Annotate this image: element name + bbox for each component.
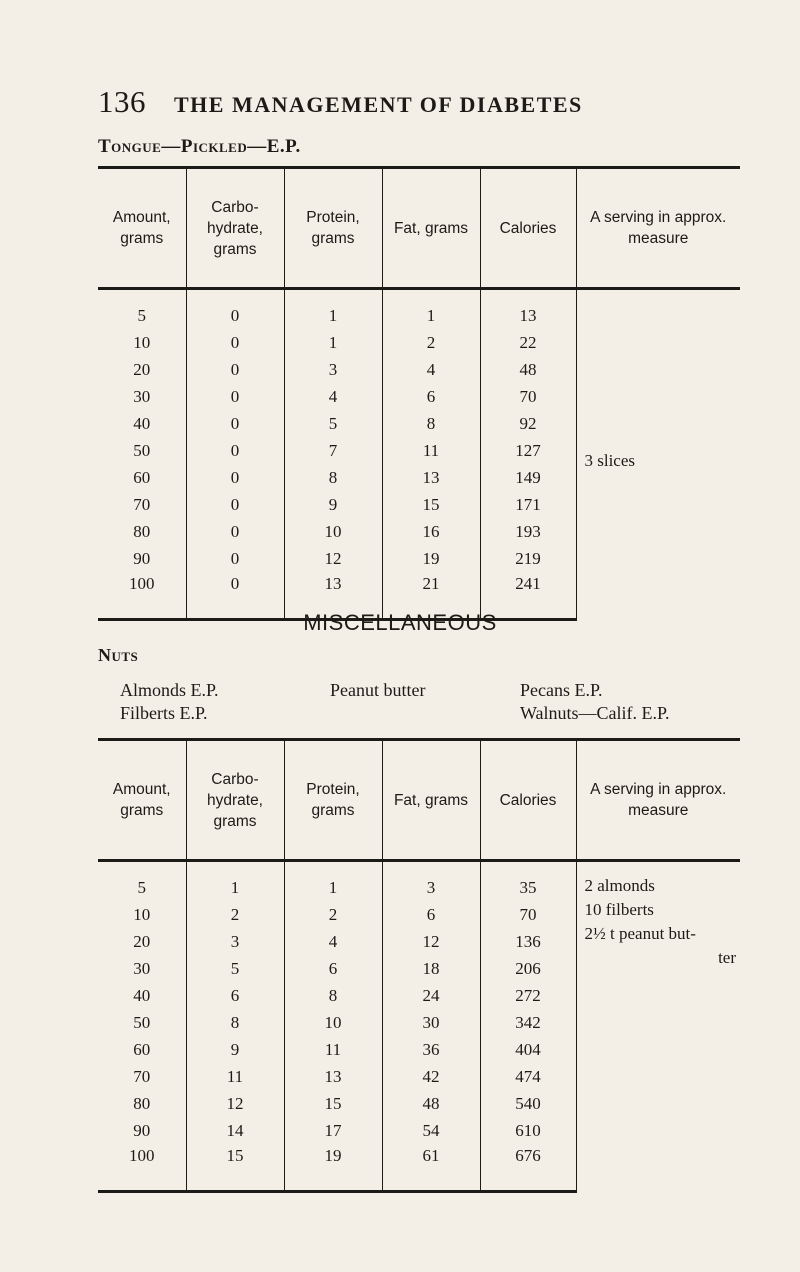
serving-cell <box>576 289 740 620</box>
table-cell: 15 <box>382 491 480 518</box>
table-cell: 90 <box>133 548 151 568</box>
table-cell: 342 <box>480 1009 576 1036</box>
column-header: Fat, grams <box>382 740 480 861</box>
nut-item-peanut-butter: Peanut butter <box>330 680 426 700</box>
table-cell: 30 <box>133 386 151 406</box>
table-cell: 60 <box>133 1039 151 1059</box>
table-cell: 2 <box>382 329 480 356</box>
table-cell: 50 <box>133 1012 151 1032</box>
table-cell: 36 <box>382 1036 480 1063</box>
table-cell: 0 <box>186 410 284 437</box>
table-cell: 13 <box>284 572 382 620</box>
table-cell: 11 <box>186 1063 284 1090</box>
table-cell: 70 <box>133 1066 151 1086</box>
column-header: Carbo-hydrate, grams <box>186 740 284 861</box>
nuts-heading: Nuts <box>98 645 139 665</box>
table-cell: 80 <box>133 1093 151 1113</box>
table-cell: 5 <box>137 305 146 325</box>
table-cell: 241 <box>480 572 576 620</box>
table-cell: 30 <box>382 1009 480 1036</box>
table-cell: 15 <box>284 1090 382 1117</box>
table-cell: 20 <box>133 931 151 951</box>
table-cell: 8 <box>284 464 382 491</box>
column-header: Carbo-hydrate, grams <box>186 168 284 289</box>
table-cell: 60 <box>133 467 151 487</box>
serving-line: 10 filberts <box>584 900 654 919</box>
table-cell: 127 <box>480 437 576 464</box>
table-cell: 474 <box>480 1063 576 1090</box>
table-cell: 15 <box>186 1144 284 1192</box>
table-cell: 21 <box>382 572 480 620</box>
table-cell: 20 <box>133 359 151 379</box>
table-cell: 5 <box>186 955 284 982</box>
page-header <box>98 84 738 124</box>
column-header: Calories <box>480 740 576 861</box>
table-cell: 80 <box>133 521 151 541</box>
table-cell: 193 <box>480 518 576 545</box>
table-cell: 13 <box>284 1063 382 1090</box>
column-header: A serving in approx. measure <box>576 168 740 289</box>
column-header: Amount, grams <box>98 740 186 861</box>
table-cell: 1 <box>382 289 480 330</box>
table-cell: 10 <box>133 904 151 924</box>
table-cell: 610 <box>480 1117 576 1144</box>
table-cell: 2 <box>186 901 284 928</box>
table-cell: 61 <box>382 1144 480 1192</box>
table-cell: 11 <box>382 437 480 464</box>
nuts-nutrition-table <box>98 738 740 1193</box>
serving-line: 2½ t peanut but- <box>584 924 696 943</box>
table-row <box>98 289 740 330</box>
table-cell: 9 <box>284 491 382 518</box>
table-cell: 540 <box>480 1090 576 1117</box>
nut-item-almonds: Almonds E.P. <box>120 680 219 700</box>
table-cell: 30 <box>133 958 151 978</box>
serving-line: ter <box>718 948 736 967</box>
tongue-nutrition-table <box>98 166 740 621</box>
table-cell: 22 <box>480 329 576 356</box>
table-cell: 13 <box>480 289 576 330</box>
table-cell: 6 <box>284 955 382 982</box>
table-cell: 9 <box>186 1036 284 1063</box>
table-cell: 0 <box>186 491 284 518</box>
table-cell: 19 <box>382 545 480 572</box>
table-cell: 3 <box>186 928 284 955</box>
table-cell: 5 <box>137 877 146 897</box>
column-header: Protein, grams <box>284 740 382 861</box>
table-cell: 0 <box>186 329 284 356</box>
table-cell: 4 <box>284 383 382 410</box>
tongue-section-title: Tongue—Pickled—E.P. <box>98 136 301 157</box>
table-cell: 0 <box>186 437 284 464</box>
table-cell: 42 <box>382 1063 480 1090</box>
table-cell: 40 <box>133 985 151 1005</box>
nut-item-pecans: Pecans E.P. <box>520 680 603 700</box>
table-cell: 14 <box>186 1117 284 1144</box>
column-header: Calories <box>480 168 576 289</box>
table-cell: 404 <box>480 1036 576 1063</box>
page-number: 136 <box>98 84 146 119</box>
table-cell: 13 <box>382 464 480 491</box>
table-cell: 70 <box>133 494 151 514</box>
table-cell: 16 <box>382 518 480 545</box>
running-title: THE MANAGEMENT OF DIABETES <box>174 92 583 117</box>
table-row <box>98 861 740 902</box>
column-header: A serving in approx. measure <box>576 740 740 861</box>
table-cell: 48 <box>382 1090 480 1117</box>
table-cell: 35 <box>480 861 576 902</box>
table-header-row <box>98 740 740 861</box>
table-cell: 5 <box>284 410 382 437</box>
serving-text: 3 slices <box>584 450 636 470</box>
table-cell: 12 <box>382 928 480 955</box>
table-cell: 12 <box>284 545 382 572</box>
table-cell: 12 <box>186 1090 284 1117</box>
table-cell: 1 <box>284 861 382 902</box>
serving-line: 2 almonds <box>584 876 655 895</box>
table-cell: 11 <box>284 1036 382 1063</box>
table-cell: 136 <box>480 928 576 955</box>
table-cell: 219 <box>480 545 576 572</box>
table-cell: 0 <box>186 464 284 491</box>
table-cell: 1 <box>186 861 284 902</box>
table-cell: 40 <box>133 413 151 433</box>
table-cell: 7 <box>284 437 382 464</box>
table-cell: 0 <box>186 356 284 383</box>
table-cell: 100 <box>98 1144 186 1192</box>
table-cell: 8 <box>186 1009 284 1036</box>
table-cell: 206 <box>480 955 576 982</box>
table-cell: 4 <box>284 928 382 955</box>
table-cell: 8 <box>284 982 382 1009</box>
table-cell: 3 <box>284 356 382 383</box>
column-header: Protein, grams <box>284 168 382 289</box>
table-cell: 0 <box>186 383 284 410</box>
table-cell: 48 <box>480 356 576 383</box>
table-cell: 149 <box>480 464 576 491</box>
table-body <box>98 289 740 620</box>
table-cell: 70 <box>480 383 576 410</box>
table-header-row <box>98 168 740 289</box>
column-header: Amount, grams <box>98 168 186 289</box>
table-cell: 19 <box>284 1144 382 1192</box>
column-header: Fat, grams <box>382 168 480 289</box>
table-cell: 70 <box>480 901 576 928</box>
table-cell: 1 <box>284 289 382 330</box>
table-cell: 92 <box>480 410 576 437</box>
table-cell: 6 <box>382 901 480 928</box>
nut-item-walnuts: Walnuts—Calif. E.P. <box>520 703 670 723</box>
table-cell: 18 <box>382 955 480 982</box>
table-cell: 10 <box>284 518 382 545</box>
table-cell: 272 <box>480 982 576 1009</box>
table-cell: 54 <box>382 1117 480 1144</box>
table-cell: 10 <box>133 332 151 352</box>
miscellaneous-heading: MISCELLANEOUS <box>303 610 497 635</box>
table-cell: 676 <box>480 1144 576 1192</box>
table-cell: 2 <box>284 901 382 928</box>
table-cell: 0 <box>186 289 284 330</box>
table-cell: 171 <box>480 491 576 518</box>
table-cell: 50 <box>133 440 151 460</box>
table-cell: 6 <box>382 383 480 410</box>
table-cell: 4 <box>382 356 480 383</box>
serving-list <box>585 874 741 970</box>
table-cell: 0 <box>186 572 284 620</box>
table-cell: 6 <box>186 982 284 1009</box>
table-cell: 17 <box>284 1117 382 1144</box>
serving-cell <box>576 861 740 1192</box>
table-cell: 100 <box>98 572 186 620</box>
table-cell: 8 <box>382 410 480 437</box>
table-cell: 1 <box>284 329 382 356</box>
table-cell: 24 <box>382 982 480 1009</box>
table-cell: 0 <box>186 545 284 572</box>
table-body <box>98 861 740 1192</box>
table-cell: 3 <box>382 861 480 902</box>
nut-item-filberts: Filberts E.P. <box>120 703 208 723</box>
table-cell: 0 <box>186 518 284 545</box>
table-cell: 10 <box>284 1009 382 1036</box>
table-cell: 90 <box>133 1120 151 1140</box>
